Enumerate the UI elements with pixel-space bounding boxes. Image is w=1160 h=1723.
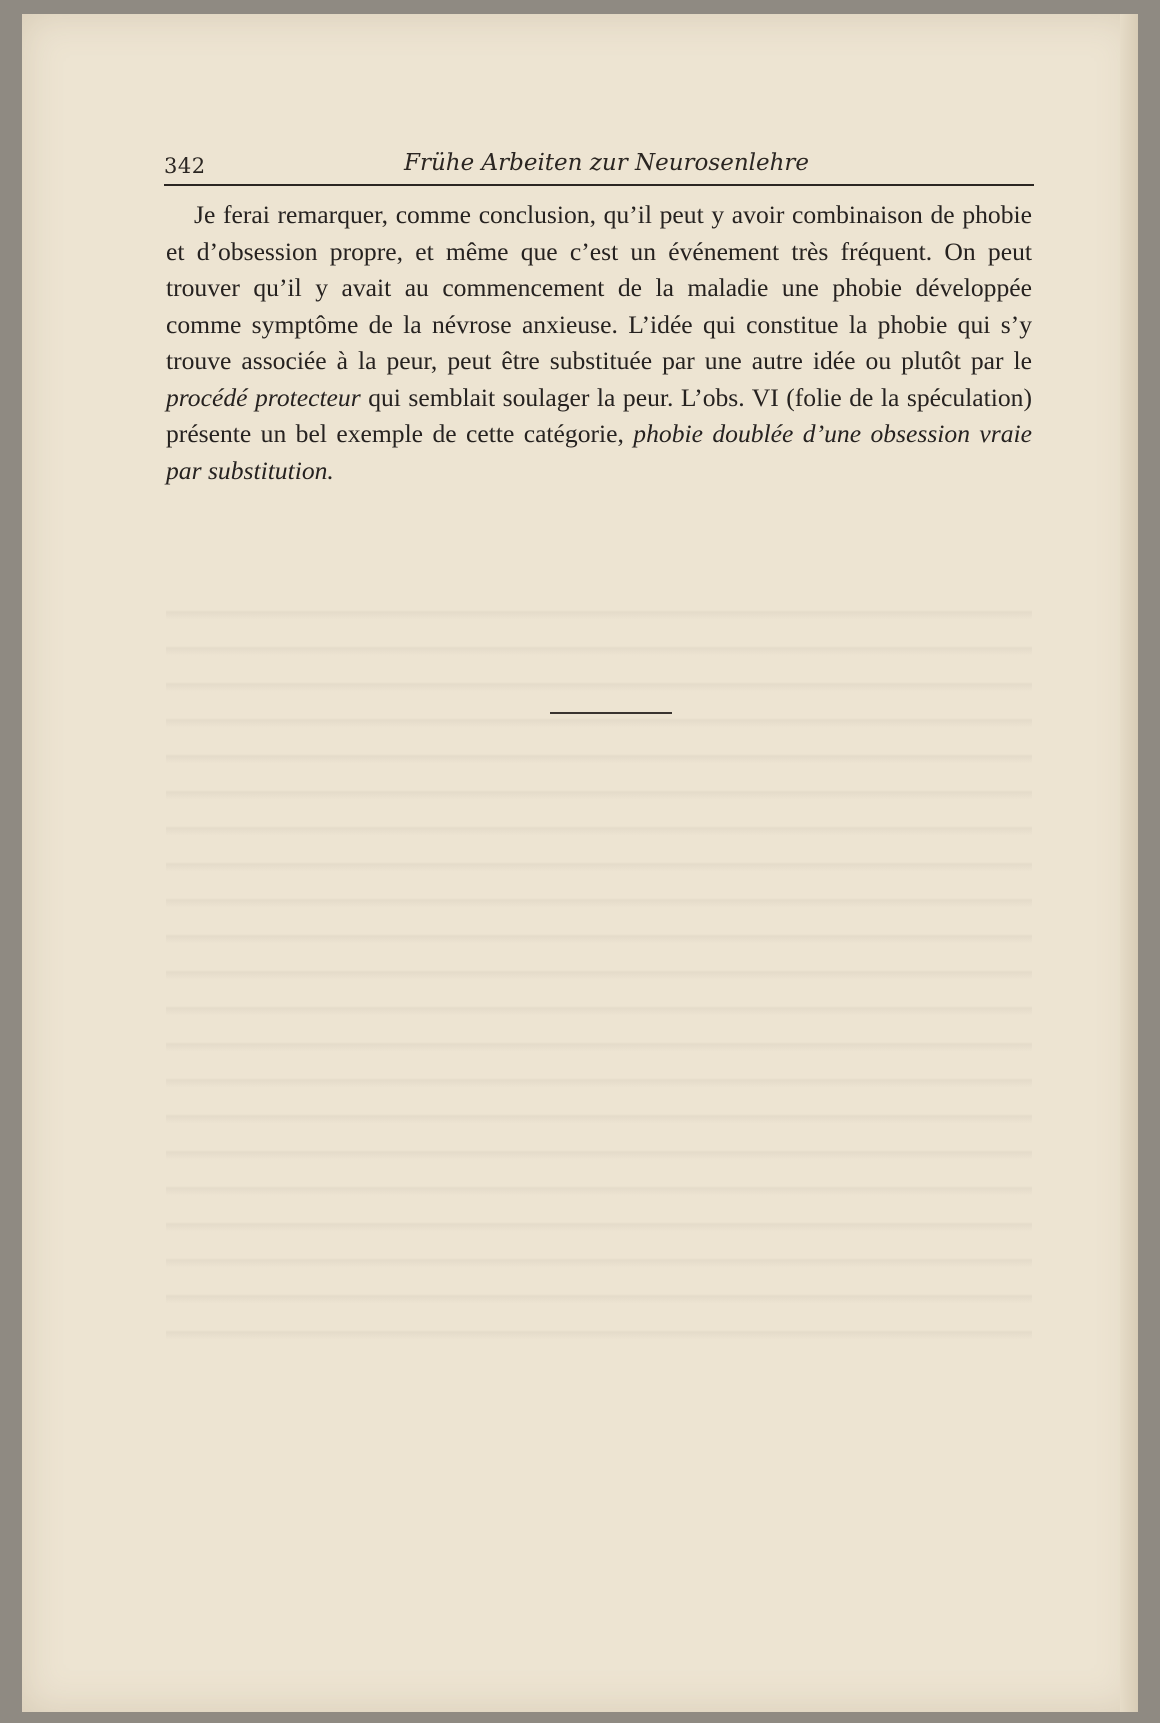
body-paragraph: [166, 197, 1032, 489]
running-title: Frühe Arbeiten zur Neurosenlehre: [404, 150, 810, 176]
body-text-part-1: Je ferai remarquer, comme conclusion, qu’il peut y avoir combinaison de phobie et d’obsession propre, et même que c’est un événement très fréquent. On peut trouver qu’il y avait au commencement de la maladie une phobie développée comme symptôme de la névrose anxieuse. L’idée qui constitue la phobie qui s’y trouve associée à la peur, peut être substituée par une autre idée ou plutôt par le: [166, 200, 1032, 375]
body-text-italic-2: phobie doublée d’une obsession vraie par substitution.: [166, 419, 1032, 485]
body-text-part-2: qui semblait soulager la peur. L’obs. VI (folie de la spéculation) présente un bel exemple de cette catégorie,: [166, 382, 1032, 448]
section-separator-rule: [550, 712, 672, 714]
page-header: [164, 150, 1034, 186]
show-through-text: [166, 590, 1032, 1350]
page-edge: [1120, 14, 1138, 1712]
body-text-italic-1: procédé protecteur: [166, 382, 361, 412]
page-number: 342: [164, 154, 206, 178]
